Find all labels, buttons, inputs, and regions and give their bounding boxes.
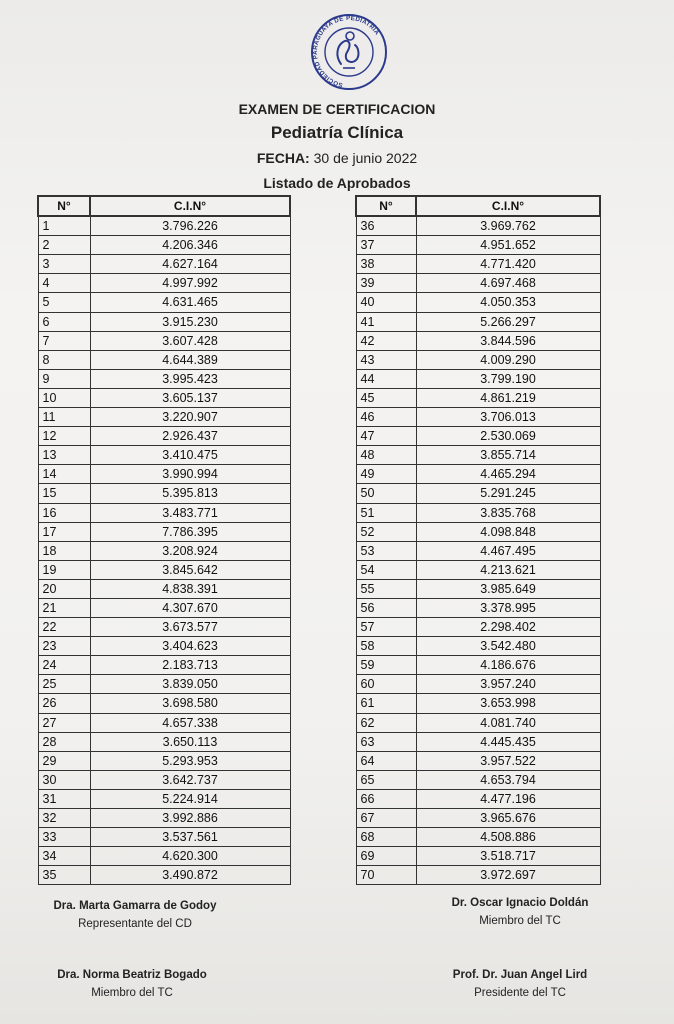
row-number: 9 xyxy=(38,369,90,388)
cedula-number: 4.653.794 xyxy=(416,770,600,789)
cedula-number: 3.410.475 xyxy=(90,446,290,465)
row-number: 48 xyxy=(356,446,416,465)
table-row xyxy=(38,866,290,885)
cedula-number: 5.293.953 xyxy=(90,751,290,770)
cedula-number: 3.855.714 xyxy=(416,446,600,465)
cedula-number: 3.835.768 xyxy=(416,503,600,522)
table-row xyxy=(356,541,600,560)
row-number: 16 xyxy=(38,503,90,522)
row-number: 62 xyxy=(356,713,416,732)
cedula-number: 4.861.219 xyxy=(416,388,600,407)
cedula-number: 3.605.137 xyxy=(90,388,290,407)
table-row xyxy=(356,369,600,388)
row-number: 24 xyxy=(38,656,90,675)
row-number: 32 xyxy=(38,809,90,828)
table-row xyxy=(38,579,290,598)
table-row xyxy=(38,484,290,503)
cedula-number: 4.838.391 xyxy=(90,579,290,598)
row-number: 44 xyxy=(356,369,416,388)
table-row xyxy=(38,465,290,484)
table-row xyxy=(38,216,290,236)
seal-ring-text: SOCIEDAD PARAGUAYA DE PEDIATRIA xyxy=(311,14,381,89)
cedula-number: 2.926.437 xyxy=(90,427,290,446)
cedula-number: 3.653.998 xyxy=(416,694,600,713)
table-row xyxy=(356,331,600,350)
signature-block-tc-member-1 xyxy=(440,897,600,927)
row-number: 69 xyxy=(356,847,416,866)
table-row xyxy=(38,446,290,465)
row-number: 64 xyxy=(356,751,416,770)
row-number: 61 xyxy=(356,694,416,713)
row-number: 49 xyxy=(356,465,416,484)
row-number: 59 xyxy=(356,656,416,675)
exam-title: EXAMEN DE CERTIFICACION xyxy=(238,101,436,117)
cedula-number: 4.050.353 xyxy=(416,293,600,312)
cedula-number: 3.799.190 xyxy=(416,369,600,388)
table-row xyxy=(356,732,600,751)
row-number: 66 xyxy=(356,789,416,808)
cedula-number: 5.291.245 xyxy=(416,484,600,503)
row-number: 51 xyxy=(356,503,416,522)
table-row xyxy=(356,675,600,694)
cedula-number: 3.642.737 xyxy=(90,770,290,789)
row-number: 50 xyxy=(356,484,416,503)
row-number: 65 xyxy=(356,770,416,789)
table-row xyxy=(356,274,600,293)
row-number: 35 xyxy=(38,866,90,885)
table-row xyxy=(356,255,600,274)
cedula-number: 4.951.652 xyxy=(416,236,600,255)
cedula-number: 3.990.994 xyxy=(90,465,290,484)
cedula-number: 3.537.561 xyxy=(90,828,290,847)
cedula-number: 3.490.872 xyxy=(90,866,290,885)
column-header-ci: C.I.N° xyxy=(416,196,600,216)
cedula-number: 7.786.395 xyxy=(90,522,290,541)
row-number: 38 xyxy=(356,255,416,274)
row-number: 43 xyxy=(356,350,416,369)
cedula-number: 4.477.196 xyxy=(416,789,600,808)
table-row xyxy=(38,503,290,522)
table-row xyxy=(38,312,290,331)
row-number: 3 xyxy=(38,255,90,274)
row-number: 30 xyxy=(38,770,90,789)
signature-block-tc-president xyxy=(440,969,600,999)
cedula-number: 2.183.713 xyxy=(90,656,290,675)
table-row xyxy=(38,618,290,637)
cedula-number: 3.220.907 xyxy=(90,408,290,427)
cedula-number: 5.224.914 xyxy=(90,789,290,808)
sociedad-paraguaya-pediatria-seal xyxy=(305,12,393,92)
signatory-name: Prof. Dr. Juan Angel Lird xyxy=(452,969,588,981)
cedula-number: 4.508.886 xyxy=(416,828,600,847)
column-header-number: N° xyxy=(38,196,90,216)
row-number: 33 xyxy=(38,828,90,847)
cedula-number: 3.607.428 xyxy=(90,331,290,350)
row-number: 13 xyxy=(38,446,90,465)
table-row xyxy=(356,446,600,465)
cedula-number: 3.378.995 xyxy=(416,598,600,617)
table-row xyxy=(356,484,600,503)
cedula-number: 4.009.290 xyxy=(416,350,600,369)
cedula-number: 4.771.420 xyxy=(416,255,600,274)
exam-date xyxy=(0,150,674,166)
signatory-name: Dra. Marta Gamarra de Godoy xyxy=(53,900,217,912)
table-row xyxy=(38,637,290,656)
row-number: 67 xyxy=(356,809,416,828)
row-number: 26 xyxy=(38,694,90,713)
table-row xyxy=(38,828,290,847)
table-row xyxy=(38,350,290,369)
cedula-number: 4.206.346 xyxy=(90,236,290,255)
row-number: 21 xyxy=(38,598,90,617)
table-row xyxy=(38,751,290,770)
date-label: FECHA: xyxy=(256,150,310,166)
table-row xyxy=(38,560,290,579)
cedula-number: 3.208.924 xyxy=(90,541,290,560)
row-number: 18 xyxy=(38,541,90,560)
row-number: 68 xyxy=(356,828,416,847)
cedula-number: 3.483.771 xyxy=(90,503,290,522)
table-row xyxy=(356,522,600,541)
row-number: 20 xyxy=(38,579,90,598)
cedula-number: 3.972.697 xyxy=(416,866,600,885)
cedula-number: 4.644.389 xyxy=(90,350,290,369)
row-number: 53 xyxy=(356,541,416,560)
cedula-number: 3.706.013 xyxy=(416,408,600,427)
row-number: 31 xyxy=(38,789,90,808)
approved-list-table-right xyxy=(355,195,601,885)
table-row xyxy=(356,293,600,312)
row-number: 29 xyxy=(38,751,90,770)
table-row xyxy=(38,427,290,446)
row-number: 63 xyxy=(356,732,416,751)
table-row xyxy=(356,503,600,522)
cedula-number: 4.697.468 xyxy=(416,274,600,293)
cedula-number: 3.969.762 xyxy=(416,216,600,236)
row-number: 55 xyxy=(356,579,416,598)
cedula-number: 4.081.740 xyxy=(416,713,600,732)
table-row xyxy=(38,789,290,808)
row-number: 12 xyxy=(38,427,90,446)
table-row xyxy=(356,618,600,637)
column-header-ci: C.I.N° xyxy=(90,196,290,216)
signatory-role: Miembro del TC xyxy=(479,915,561,927)
list-title: Listado de Aprobados xyxy=(263,175,411,191)
row-number: 42 xyxy=(356,331,416,350)
table-row xyxy=(38,847,290,866)
signatory-role: Presidente del TC xyxy=(474,987,566,999)
cedula-number: 3.957.240 xyxy=(416,675,600,694)
table-row xyxy=(38,293,290,312)
cedula-number: 3.992.886 xyxy=(90,809,290,828)
row-number: 23 xyxy=(38,637,90,656)
table-row xyxy=(356,828,600,847)
table-row xyxy=(38,675,290,694)
row-number: 34 xyxy=(38,847,90,866)
row-number: 2 xyxy=(38,236,90,255)
row-number: 41 xyxy=(356,312,416,331)
table-row xyxy=(38,369,290,388)
row-number: 14 xyxy=(38,465,90,484)
table-row xyxy=(356,465,600,484)
row-number: 8 xyxy=(38,350,90,369)
row-number: 57 xyxy=(356,618,416,637)
row-number: 70 xyxy=(356,866,416,885)
row-number: 19 xyxy=(38,560,90,579)
signatory-name: Dr. Oscar Ignacio Doldán xyxy=(451,897,589,909)
row-number: 11 xyxy=(38,408,90,427)
table-row xyxy=(356,809,600,828)
cedula-number: 4.213.621 xyxy=(416,560,600,579)
cedula-number: 3.673.577 xyxy=(90,618,290,637)
table-row xyxy=(38,656,290,675)
row-number: 40 xyxy=(356,293,416,312)
cedula-number: 3.796.226 xyxy=(90,216,290,236)
cedula-number: 4.467.495 xyxy=(416,541,600,560)
row-number: 56 xyxy=(356,598,416,617)
signatory-name: Dra. Norma Beatriz Bogado xyxy=(57,969,207,981)
row-number: 17 xyxy=(38,522,90,541)
row-number: 7 xyxy=(38,331,90,350)
table-row xyxy=(38,713,290,732)
cedula-number: 3.985.649 xyxy=(416,579,600,598)
table-row xyxy=(356,427,600,446)
table-row xyxy=(38,770,290,789)
table-row xyxy=(356,656,600,675)
row-number: 52 xyxy=(356,522,416,541)
cedula-number: 4.098.848 xyxy=(416,522,600,541)
table-row xyxy=(356,637,600,656)
cedula-number: 3.844.596 xyxy=(416,331,600,350)
signatory-role: Miembro del TC xyxy=(91,987,173,999)
exam-subtitle: Pediatría Clínica xyxy=(270,123,404,142)
table-row xyxy=(356,866,600,885)
row-number: 54 xyxy=(356,560,416,579)
signature-block-cd-representative xyxy=(40,900,230,930)
table-row xyxy=(38,694,290,713)
table-row xyxy=(356,388,600,407)
table-row xyxy=(356,713,600,732)
row-number: 1 xyxy=(38,216,90,236)
row-number: 27 xyxy=(38,713,90,732)
table-row xyxy=(38,732,290,751)
table-row xyxy=(356,770,600,789)
table-row xyxy=(356,560,600,579)
row-number: 60 xyxy=(356,675,416,694)
row-number: 15 xyxy=(38,484,90,503)
table-row xyxy=(356,408,600,427)
table-row xyxy=(356,350,600,369)
table-header-row xyxy=(38,196,290,216)
row-number: 10 xyxy=(38,388,90,407)
row-number: 36 xyxy=(356,216,416,236)
row-number: 25 xyxy=(38,675,90,694)
row-number: 28 xyxy=(38,732,90,751)
signatory-role: Representante del CD xyxy=(78,918,192,930)
cedula-number: 3.915.230 xyxy=(90,312,290,331)
table-row xyxy=(38,388,290,407)
cedula-number: 2.530.069 xyxy=(416,427,600,446)
table-row xyxy=(356,236,600,255)
cedula-number: 3.965.676 xyxy=(416,809,600,828)
table-row xyxy=(38,809,290,828)
table-row xyxy=(356,579,600,598)
cedula-number: 4.445.435 xyxy=(416,732,600,751)
column-header-number: N° xyxy=(356,196,416,216)
table-row xyxy=(356,751,600,770)
row-number: 4 xyxy=(38,274,90,293)
table-row xyxy=(38,598,290,617)
row-number: 58 xyxy=(356,637,416,656)
row-number: 37 xyxy=(356,236,416,255)
cedula-number: 4.631.465 xyxy=(90,293,290,312)
cedula-number: 3.650.113 xyxy=(90,732,290,751)
cedula-number: 3.542.480 xyxy=(416,637,600,656)
cedula-number: 4.465.294 xyxy=(416,465,600,484)
cedula-number: 3.957.522 xyxy=(416,751,600,770)
cedula-number: 3.404.623 xyxy=(90,637,290,656)
table-row xyxy=(356,598,600,617)
approved-list-table-left xyxy=(37,195,291,885)
table-row xyxy=(356,694,600,713)
cedula-number: 4.620.300 xyxy=(90,847,290,866)
row-number: 46 xyxy=(356,408,416,427)
table-row xyxy=(356,847,600,866)
row-number: 45 xyxy=(356,388,416,407)
row-number: 6 xyxy=(38,312,90,331)
cedula-number: 5.266.297 xyxy=(416,312,600,331)
row-number: 39 xyxy=(356,274,416,293)
row-number: 5 xyxy=(38,293,90,312)
table-row xyxy=(38,408,290,427)
table-header-row xyxy=(356,196,600,216)
table-row xyxy=(38,236,290,255)
table-row xyxy=(356,216,600,236)
cedula-number: 5.395.813 xyxy=(90,484,290,503)
cedula-number: 4.307.670 xyxy=(90,598,290,617)
cedula-number: 4.997.992 xyxy=(90,274,290,293)
date-value: 30 de junio 2022 xyxy=(313,150,418,166)
table-row xyxy=(38,331,290,350)
table-row xyxy=(38,274,290,293)
cedula-number: 3.845.642 xyxy=(90,560,290,579)
signature-block-tc-member-2 xyxy=(42,969,222,999)
cedula-number: 3.698.580 xyxy=(90,694,290,713)
cedula-number: 3.518.717 xyxy=(416,847,600,866)
cedula-number: 2.298.402 xyxy=(416,618,600,637)
row-number: 22 xyxy=(38,618,90,637)
cedula-number: 3.839.050 xyxy=(90,675,290,694)
row-number: 47 xyxy=(356,427,416,446)
table-row xyxy=(38,522,290,541)
table-row xyxy=(38,541,290,560)
cedula-number: 3.995.423 xyxy=(90,369,290,388)
table-row xyxy=(38,255,290,274)
table-row xyxy=(356,312,600,331)
cedula-number: 4.657.338 xyxy=(90,713,290,732)
table-row xyxy=(356,789,600,808)
cedula-number: 4.186.676 xyxy=(416,656,600,675)
cedula-number: 4.627.164 xyxy=(90,255,290,274)
